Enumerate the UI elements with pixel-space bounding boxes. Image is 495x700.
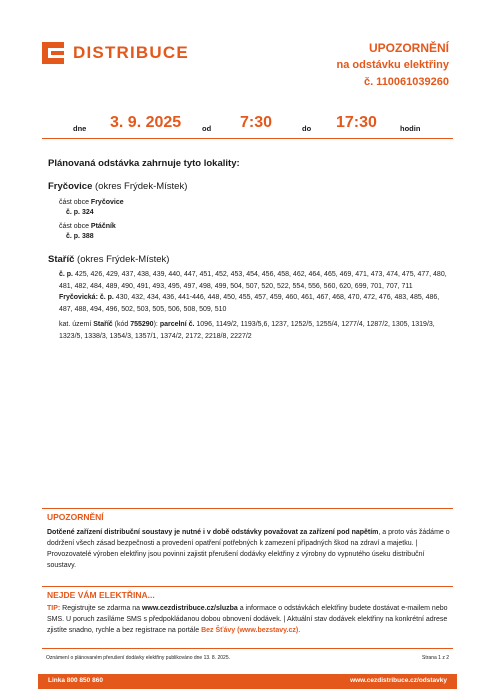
location-part-cp: č. p. 388 xyxy=(66,233,94,240)
cta-divider xyxy=(42,586,453,587)
publication-note: Oznámení o plánovaném přerušení dodávky elektřiny publikováno dne 13. 8. 2025. xyxy=(46,655,231,661)
cez-logo-icon xyxy=(42,42,64,64)
house-numbers: č. p. 425, 426, 429, 437, 438, 439, 440, 447, 451, 452, 453, 454, 456, 458, 462, 464, 465, 469, 471, 473, 474, 475, 477, 480, 481, 482, 484, 489, 490, 491, 493, 495, 497, 498, 499, 504, 507, 520, 522, 554, 556, 560, 620, 699, 701, 707, 711 xyxy=(59,271,447,290)
hotline: Linka 800 850 860 xyxy=(48,677,103,684)
no-power-title: NEJDE VÁM ELEKTŘINA... xyxy=(47,590,155,600)
cadastral-parcels: kat. území Staříč (kód 755290): parcelní č. 1096, 1149/2, 1193/5,6, 1237, 1252/5, 1255/4, 1277/4, 1287/2, 1305, 1319/3, 1323/5, 1338/3, 1354/3, 1357/1, 1374/2, 2172, 2218/8, 2227/2 xyxy=(59,321,435,340)
notice-divider xyxy=(42,508,453,509)
service-link[interactable]: www.cezdistribuce.cz/sluzba xyxy=(141,605,238,612)
hodin-label: hodin xyxy=(400,124,421,133)
locations-intro: Plánovaná odstávka zahrnuje tyto lokality: xyxy=(48,158,240,169)
time-from: 7:30 xyxy=(240,114,273,131)
notice-number: č. 110061039260 xyxy=(363,76,449,88)
website-link[interactable]: www.cezdistribuce.cz/odstavky xyxy=(350,677,447,684)
page-number: Strana 1 z 2 xyxy=(422,655,449,661)
footnote-divider xyxy=(42,648,453,649)
warning-text: Dotčené zařízení distribuční soustavy je nutné i v době odstávky považovat za zařízení pod napětím, a proto vás žádáme o dodržení všech zásad bezpečnosti a provedení opatření potřebných k zamezení případných škod na zdraví a majetku. | Provozovatelé výroben elektřiny jsou povinni zajistit přerušení dodávky elektřiny z výrobny do vypnutého úseku distribuční soustavy. xyxy=(47,529,450,569)
brand-name: DISTRIBUCE xyxy=(73,43,189,62)
notice-header xyxy=(337,40,450,91)
location-part-cp: č. p. 324 xyxy=(66,209,94,216)
notice-title: UPOZORNĚNÍ xyxy=(368,41,449,55)
dne-label: dne xyxy=(73,124,87,133)
date-divider xyxy=(42,138,453,139)
time-to: 17:30 xyxy=(336,114,377,131)
bezstavy-link[interactable]: Bez Šťávy (www.bezstavy.cz) xyxy=(201,627,299,634)
warning-section xyxy=(42,512,453,571)
no-power-section xyxy=(42,590,453,636)
street-house-numbers: Fryčovická: č. p. 430, 432, 434, 436, 441-446, 448, 450, 455, 457, 459, 460, 461, 467, 468, 470, 472, 476, 483, 485, 486, 487, 488, 494, 496, 502, 503, 505, 506, 508, 509, 510 xyxy=(59,294,440,313)
location-part: část obce Fryčovice xyxy=(59,199,124,206)
warning-title: UPOZORNĚNÍ xyxy=(47,512,104,522)
no-power-text: TIP: Registrujte se zdarma na www.cezdistribuce.cz/sluzba a informace o odstávkách elektřiny budete dostávat e-mailem nebo SMS. U poruch zasíláme SMS s předpokládanou dobou obnovení dodávek. | Aktuální stav dodávek elektřiny na konkrétní adrese zjistíte snadno, rychle a bez registrace na portále Bez Šťávy (www.bezstavy.cz). xyxy=(47,605,448,634)
notice-subtitle: na odstávku elektřiny xyxy=(336,59,449,71)
od-label: od xyxy=(202,124,212,133)
do-label: do xyxy=(302,124,312,133)
locations-section xyxy=(42,158,453,342)
footer-bar xyxy=(38,674,457,689)
outage-date: 3. 9. 2025 xyxy=(110,114,182,131)
outage-dateline xyxy=(0,114,495,138)
cez-logo xyxy=(42,42,189,64)
location-heading: Fryčovice (okres Frýdek-Místek) xyxy=(48,181,188,192)
location-part: část obce Ptáčník xyxy=(59,223,116,230)
location-heading: Staříč (okres Frýdek-Místek) xyxy=(48,254,170,265)
